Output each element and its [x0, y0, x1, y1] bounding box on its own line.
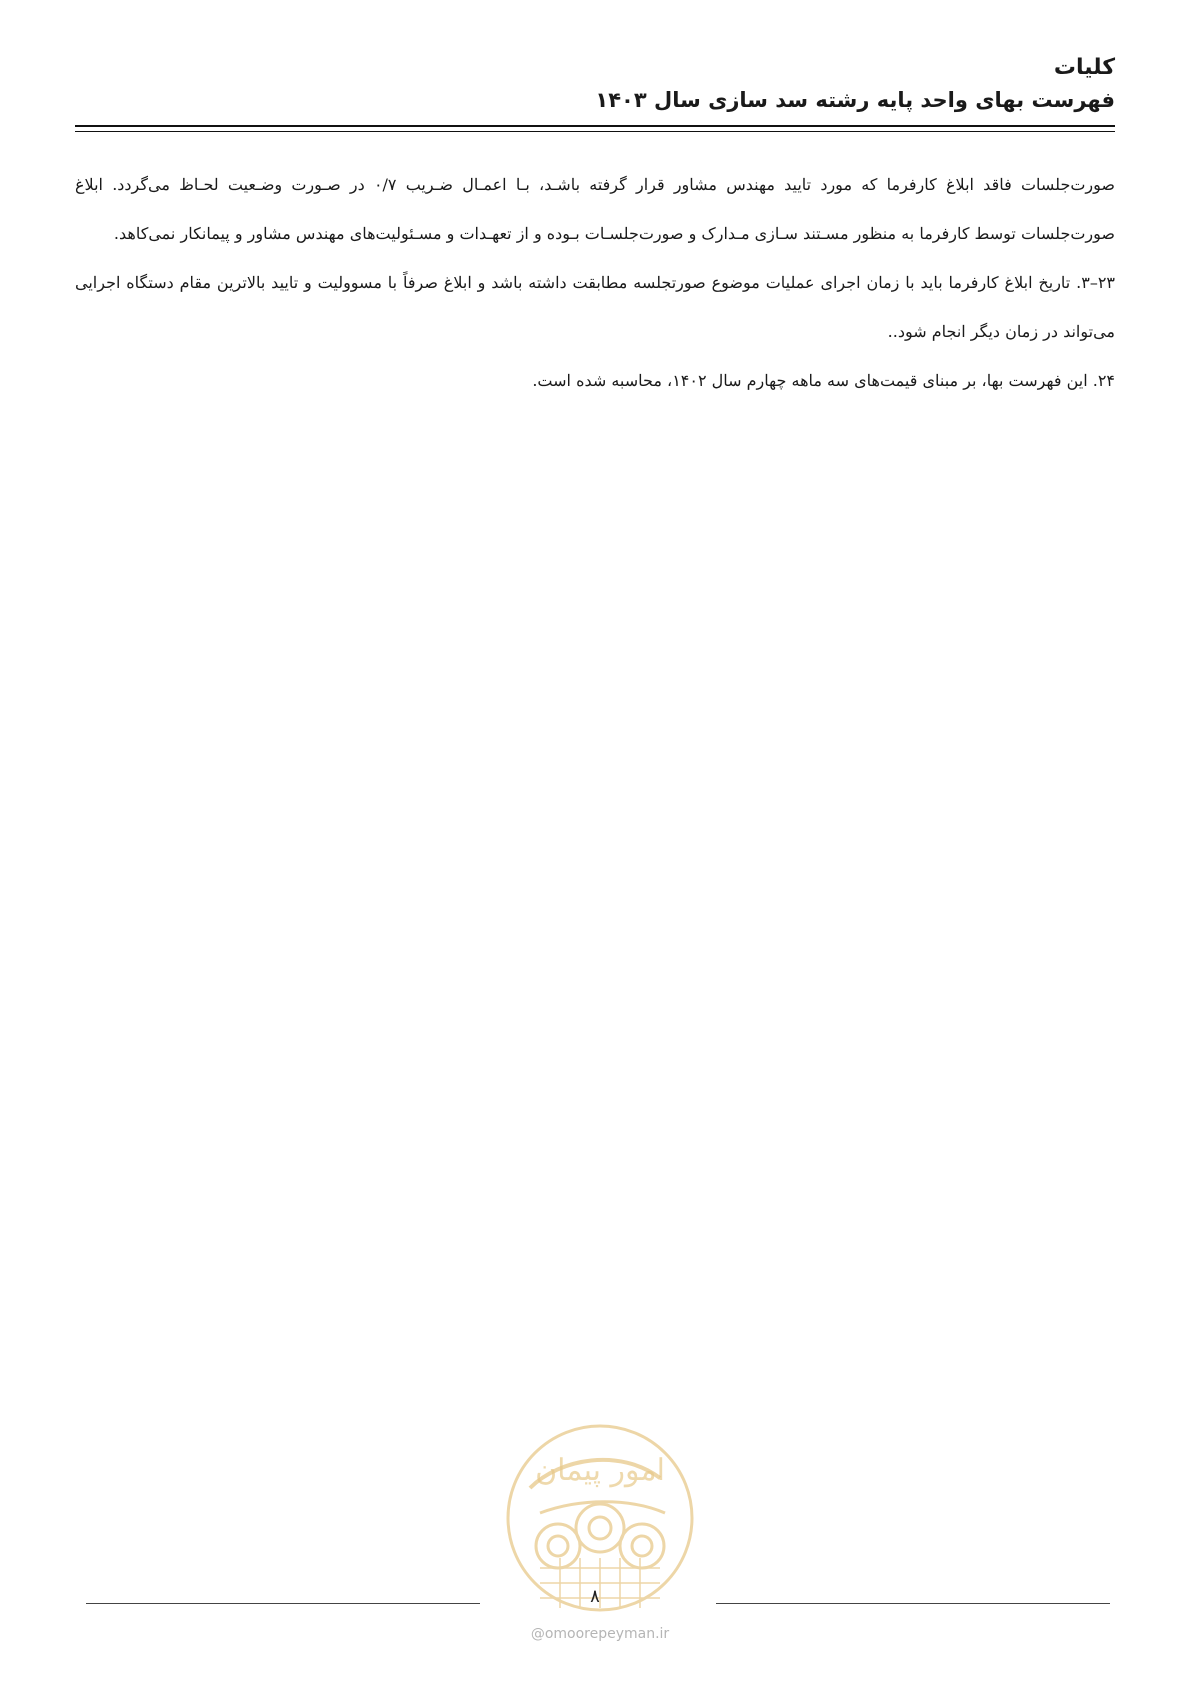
- page-number: ۸: [590, 1586, 600, 1607]
- header-rule-thin: [75, 131, 1115, 132]
- footer-rule-left: [86, 1603, 480, 1604]
- page-header: [75, 52, 1115, 116]
- watermark-lettering: امور پیمان: [535, 1453, 665, 1488]
- paragraph-1: صورت‌جلسات فاقد ابلاغ کارفرما که مورد تایید مهندس مشاور قرار گرفته باشـد، بـا اعمـال ضـریب ۰/۷ در صـورت وضـعیت لحـاظ می‌گردد. ابلاغ صورت‌جلسات توسط کارفرما به منظور مسـتند سـازی مـدارک و صورت‌جلسـات بـوده و از تعهـدات و مسـئولیت‌های مهندس مشاور و پیمانکار نمی‌کاهد.: [75, 175, 1115, 243]
- paragraph-3: ۲۴. این فهرست بها، بر مبنای قیمت‌های سه ماهه چهارم سال ۱۴۰۲، محاسبه شده است.: [532, 371, 1115, 390]
- footer-website: @omoorepeyman.ir: [530, 1626, 670, 1642]
- header-rule-thick: [75, 125, 1115, 127]
- body-text: [75, 160, 1115, 405]
- footer-rule-right: [716, 1603, 1110, 1604]
- document-subtitle: فهرست بهای واحد پایه رشته سد سازی سال ۱۴۰۳: [595, 88, 1115, 112]
- section-title: کلیات: [1053, 55, 1115, 80]
- paragraph-2: ۲۳–۳. تاریخ ابلاغ کارفرما باید با زمان اجرای عملیات موضوع صورتجلسه مطابقت داشته باشد و ابلاغ صرفاً با مسوولیت و تایید بالاترین مقام دستگاه اجرایی می‌تواند در زمان دیگر انجام شود..: [75, 273, 1115, 341]
